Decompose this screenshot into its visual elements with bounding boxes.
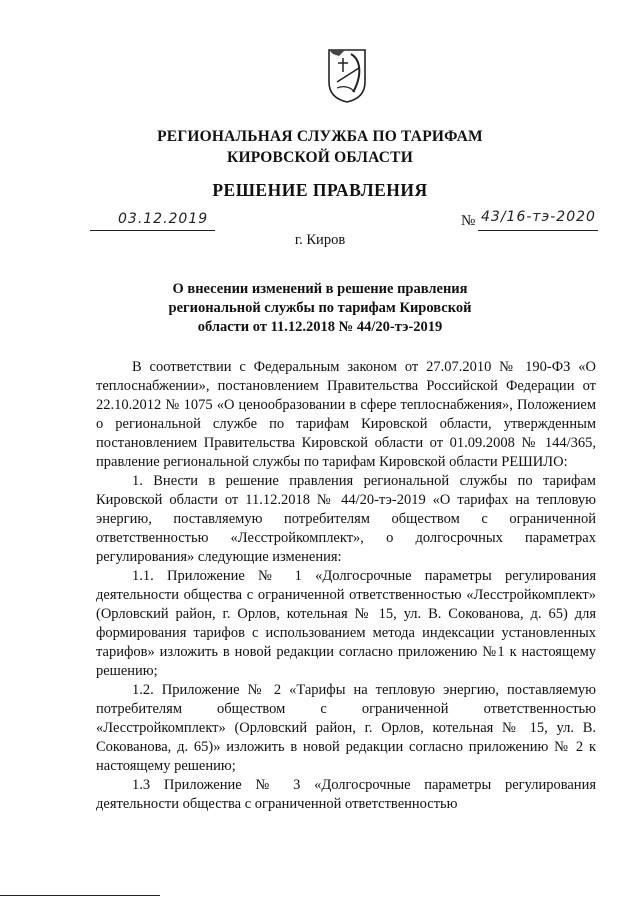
organization-name: [0, 126, 640, 168]
footer-divider: [0, 895, 160, 896]
subject-line-2: региональной службы по тарифам Кировской: [168, 300, 472, 316]
org-line-2: КИРОВСКОЙ ОБЛАСТИ: [227, 149, 413, 166]
handwritten-date: 03.12.2019: [118, 211, 209, 227]
number-underline: [478, 230, 598, 231]
date-underline: [90, 230, 215, 231]
subject-line-3: области от 11.12.2018 № 44/20-тэ-2019: [197, 319, 443, 335]
handwritten-number: 43/16-тэ-2020: [481, 209, 596, 225]
clause-1-3: 1.3 Приложение № 3 «Долгосрочные параметры регулирования деятельности общества с ограниченной ответственностью: [96, 777, 596, 812]
preamble-paragraph: В соответствии с Федеральным законом от 27.07.2010 № 190-ФЗ «О теплоснабжении», постановлением Правительства Российской Федерации от 22.10.2012 № 1075 «О ценообразовании в сфере теплоснабжения», Положением о региональной службе по тарифам Кировской области, утвержденным постановлением Правительства Кировской области от 01.09.2008 № 144/365, правление региональной службы по тарифам Кировской области РЕШИЛО:: [96, 359, 596, 470]
subject-line-1: О внесении изменений в решение правления: [172, 281, 468, 297]
clause-1: 1. Внести в решение правления региональной службы по тарифам Кировской области от 11.12.2018 № 44/20-тэ-2019 «О тарифах на тепловую энергию, поставляемую потребителям обществом с ограниченной ответственностью «Лесстройкомплект», о долгосрочных параметрах регулирования» следующие изменения:: [96, 473, 596, 565]
number-label: №: [461, 213, 476, 229]
clause-1-1: 1.1. Приложение № 1 «Долгосрочные параметры регулирования деятельности общества с ограниченной ответственностью «Лесстройкомплект» (Орловский район, г. Орлов, котельная № 15, ул. В. Сокованова, д. 65) для формирования тарифов с использованием метода индексации установленных тарифов» изложить в новой редакции согласно приложению №1 к настоящему решению;: [96, 568, 596, 679]
city: г. Киров: [294, 232, 346, 248]
org-line-1: РЕГИОНАЛЬНАЯ СЛУЖБА ПО ТАРИФАМ: [157, 128, 483, 145]
decision-body: [96, 358, 596, 814]
document-title: РЕШЕНИЕ ПРАВЛЕНИЯ: [212, 180, 428, 200]
clause-1-2: 1.2. Приложение № 2 «Тарифы на тепловую энергию, поставляемую потребителям обществом с ограниченной ответственностью «Лесстройкомплект» (Орловский район, г. Орлов, котельная № 15, ул. В. Сокованова, д. 65)» изложить в новой редакции согласно приложению № 2 к настоящему решению;: [96, 682, 596, 774]
decision-subject: [0, 280, 640, 337]
coat-of-arms-icon: [325, 46, 369, 104]
